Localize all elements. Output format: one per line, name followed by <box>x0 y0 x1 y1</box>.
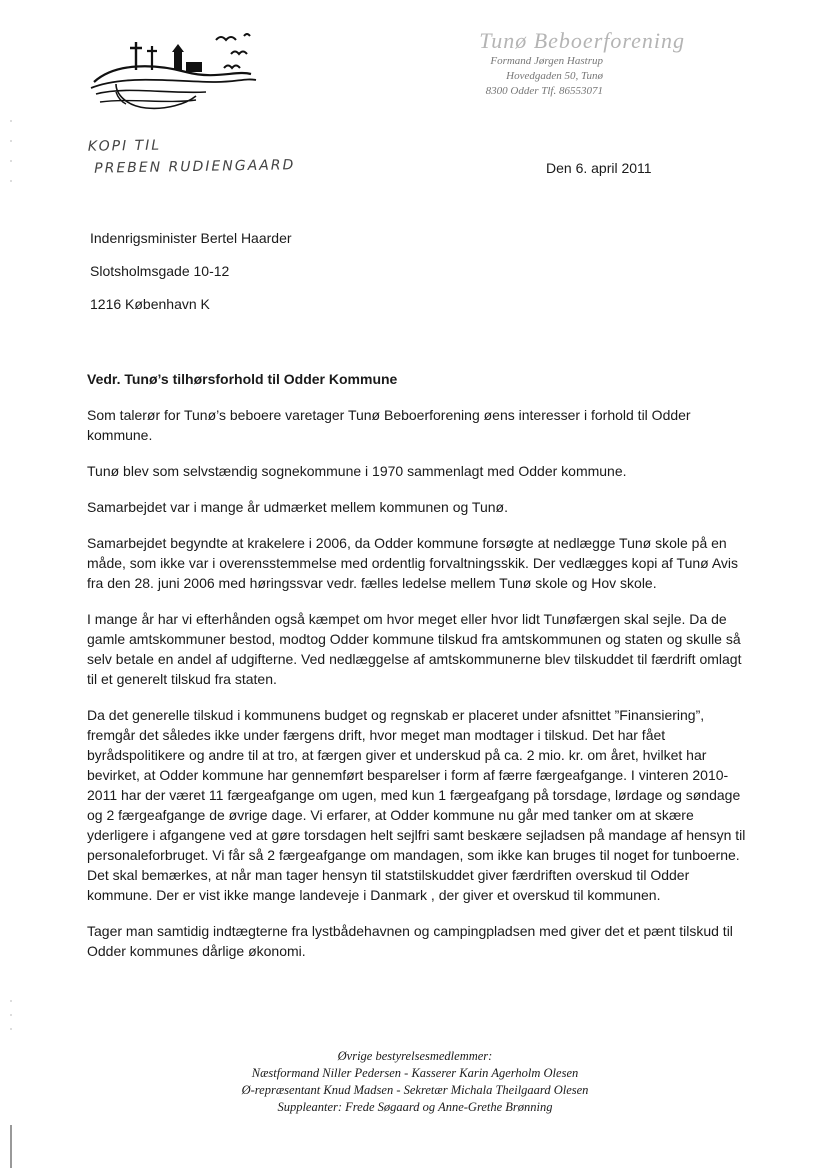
paragraph-4: Samarbejdet begyndte at krakelere i 2006, da Odder kommune forsøgte at nedlægge Tunø skole på en måde, som ikke var i overensstemmelse med ordentlig forvaltningsskik. Der vedlægges kopi af Tunø Avis fra den 28. juni 2006 med høringssvar vedr. fælles ledelse mellem Tunø skole og Hov skole. <box>87 535 739 591</box>
recipient-city: 1216 København K <box>90 296 210 312</box>
footer-line-1: Næstformand Niller Pedersen - Kasserer Karin Agerholm Olesen <box>251 1066 579 1080</box>
paragraph-6: Da det generelle tilskud i kommunens budget og regnskab er placeret under afsnittet ”Finansiering”, fremgår det således ikke under færgens drift, hvor meget man modtager i tilskud. Det har fået byrådspolitikere og andre til at tro, at færgen giver et underskud på ca. 2 mio. kr. om året, hvilket har bevirket, at Odder kommune har gennemført besparelser i form af færre færgeafgange. I vinteren 2010-2011 har der været 11 færgeafgange om ugen, med kun 1 færgeafgang på torsdage, lørdage og søndage og 2 færgeafgange de øvrige dage. Vi erfarer, at Odder kommune nu går med tanker om at skære yderligere i afgangene ved at gøre torsdagen helt sejlfri samt beskære sejladsen på mandage af hensyn til personaleforbruget. Vi får så 2 færgeafgange om mandagen, som ikke kan bruges til noget for tunboerne. Det skal bemærkes, at når man tager hensyn til statstilskuddet giver færdriften overskud til Odder kommune. Der er vist ikke mange landeveje i Danmark , der giver et overskud til kommunen. <box>87 707 746 903</box>
paragraph-1: Som talerør for Tunø’s beboere varetager Tunø Beboerforening øens interesser i forhold til Odder kommune. <box>87 407 691 443</box>
paragraph-5: I mange år har vi efterhånden også kæmpet om hvor meget eller hvor lidt Tunøfærgen skal sejle. Da de gamle amtskommuner bestod, modtog Odder kommune tilskud fra amtskommunen og staten og skulle så selv betale en andel af udgifterne. Ved nedlæggelse af amtskommunerne blev tilskuddet til færdrift omlagt til et generelt tilskud fra staten. <box>87 611 742 687</box>
letterhead-line-3: 8300 Odder Tlf. 86553071 <box>485 85 603 97</box>
paragraph-7: Tager man samtidig indtægterne fra lystbådehavnen og campingpladsen med giver det et pænt tilskud til Odder kommunes dårlige økonomi. <box>87 923 733 959</box>
board-members-footer <box>200 1048 630 1116</box>
footer-heading: Øvrige bestyrelsesmedlemmer: <box>337 1049 493 1063</box>
letterhead-line-1: Formand Jørgen Hastrup <box>490 55 603 67</box>
recipient-address <box>90 229 292 328</box>
handwritten-line-1: KOPI TIL <box>87 137 162 155</box>
letter-subject: Vedr. Tunø’s tilhørsforhold til Odder Kommune <box>87 371 398 387</box>
letterhead-line-2: Hovedgaden 50, Tunø <box>506 70 603 82</box>
recipient-street: Slotsholmsgade 10-12 <box>90 263 230 279</box>
paragraph-2: Tunø blev som selvstændig sognekommune i 1970 sammenlagt med Odder kommune. <box>87 463 627 479</box>
letterhead-org-name: Tunø Beboerforening <box>479 28 685 53</box>
scan-margin-marks <box>0 0 20 1168</box>
letterhead <box>350 28 685 99</box>
handwritten-copy-note <box>88 132 296 180</box>
footer-line-2: Ø-repræsentant Knud Madsen - Sekretær Michala Theilgaard Olesen <box>241 1083 589 1097</box>
paragraph-3: Samarbejdet var i mange år udmærket mellem kommunen og Tunø. <box>87 499 508 515</box>
handwritten-line-2: PREBEN RUDIENGAARD <box>94 157 296 177</box>
letter-date: Den 6. april 2011 <box>546 160 652 176</box>
tuno-island-logo <box>86 22 266 112</box>
footer-line-3: Suppleanter: Frede Søgaard og Anne-Grethe Brønning <box>277 1100 553 1114</box>
letter-body <box>87 369 749 977</box>
recipient-name: Indenrigsminister Bertel Haarder <box>90 230 292 246</box>
